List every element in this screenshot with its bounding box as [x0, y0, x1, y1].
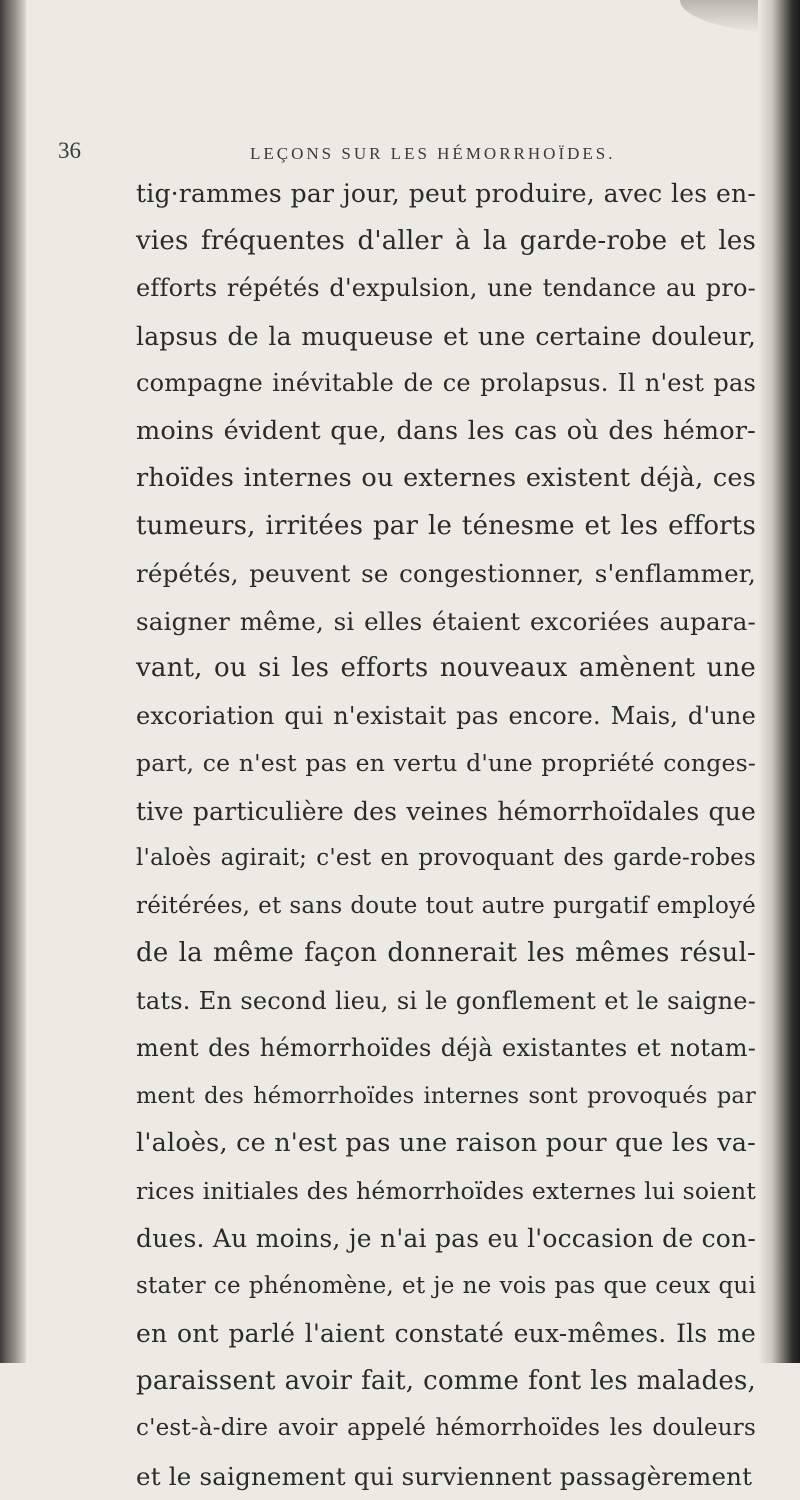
text-line: ment des hémorrhoïdes internes sont provoqués par — [136, 1073, 756, 1121]
text-line: stater ce phénomène, et je ne vois pas que ceux qui — [136, 1263, 756, 1311]
text-line: l'aloès, ce n'est pas une raison pour que les va- — [136, 1120, 756, 1168]
body-paragraph — [136, 170, 756, 1500]
text-line: efforts répétés d'expulsion, une tendance au pro- — [136, 265, 756, 313]
book-page — [52, 0, 752, 1363]
text-line: part, ce n'est pas en vertu d'une propriété conges- — [136, 740, 756, 788]
text-line: moins évident que, dans les cas où des hémor- — [136, 408, 756, 456]
page-number: 36 — [58, 138, 81, 164]
text-line: vies fréquentes d'aller à la garde-robe et les — [136, 218, 756, 266]
text-line: tumeurs, irritées par le ténesme et les efforts — [136, 503, 756, 551]
text-line: dues. Au moins, je n'ai pas eu l'occasion de con- — [136, 1215, 756, 1263]
text-line: compagne inévitable de ce prolapsus. Il n'est pas — [136, 360, 756, 408]
text-line: tig·rammes par jour, peut produire, avec les en- — [136, 170, 756, 218]
text-line: réitérées, et sans doute tout autre purgatif employé — [136, 883, 756, 931]
text-line: lapsus de la muqueuse et une certaine douleur, — [136, 313, 756, 361]
text-line: rhoïdes internes ou externes existent déjà, ces — [136, 455, 756, 503]
right-page-edges — [758, 0, 800, 1363]
text-line: tive particulière des veines hémorrhoïdales que — [136, 788, 756, 836]
text-line: ment des hémorrhoïdes déjà existantes et notam- — [136, 1025, 756, 1073]
text-line: de la même façon donnerait les mêmes résul- — [136, 930, 756, 978]
left-page-gutter — [0, 0, 26, 1363]
text-line: répétés, peuvent se congestionner, s'enflammer, — [136, 550, 756, 598]
text-line: c'est-à-dire avoir appelé hémorrhoïdes les douleurs — [136, 1405, 756, 1453]
running-head — [52, 138, 732, 168]
text-line: rices initiales des hémorrhoïdes externes lui soient — [136, 1168, 756, 1216]
text-line: et le saignement qui surviennent passagèrement — [136, 1453, 756, 1500]
text-line: paraissent avoir fait, comme font les malades, — [136, 1358, 756, 1406]
text-line: en ont parlé l'aient constaté eux-mêmes. Ils me — [136, 1310, 756, 1358]
text-line: saigner même, si elles étaient excoriées aupara- — [136, 598, 756, 646]
text-line: excoriation qui n'existait pas encore. Mais, d'une — [136, 693, 756, 741]
text-line: tats. En second lieu, si le gonflement et le saigne- — [136, 978, 756, 1026]
text-line: vant, ou si les efforts nouveaux amènent une — [136, 645, 756, 693]
text-line: l'aloès agirait; c'est en provoquant des garde-robes — [136, 835, 756, 883]
running-head-title: LEÇONS SUR LES HÉMORRHOÏDES. — [250, 144, 615, 164]
